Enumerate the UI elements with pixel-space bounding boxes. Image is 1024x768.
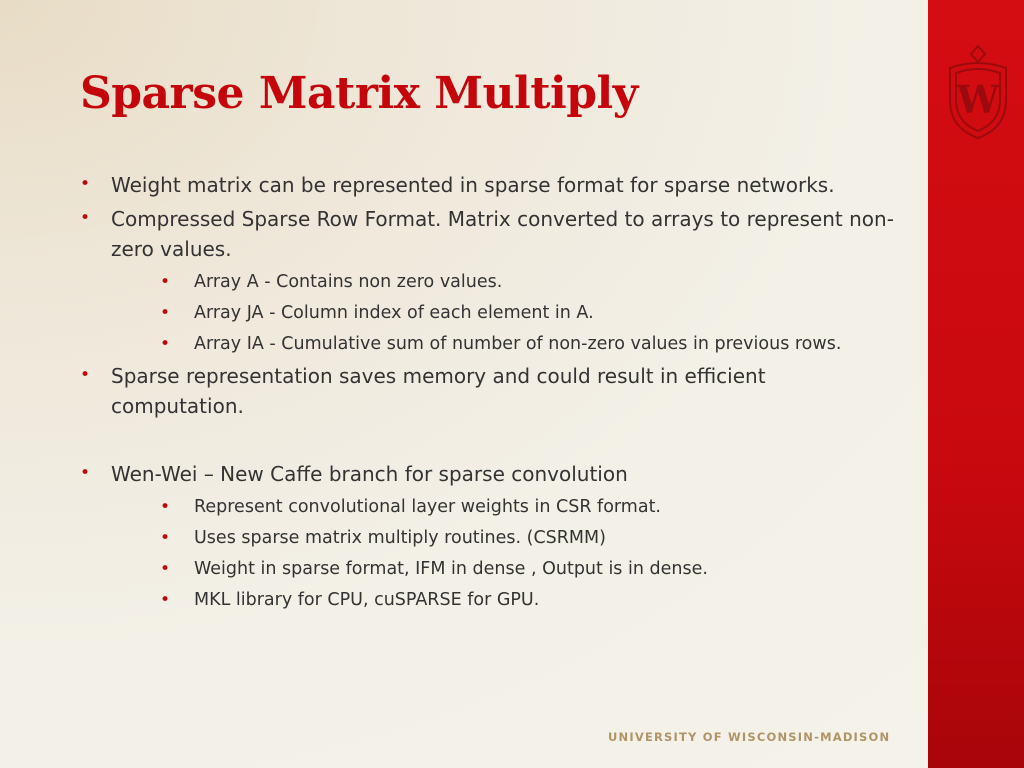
bullet-dot-icon: •	[160, 334, 171, 354]
sub-bullet-item	[80, 556, 900, 582]
bullet-dot-icon: •	[80, 174, 91, 194]
uw-crest-icon	[944, 40, 1012, 144]
bullet-dot-icon: •	[80, 463, 91, 483]
bullet-dot-icon: •	[160, 497, 171, 517]
sub-bullet-item	[80, 494, 900, 520]
bullet-dot-icon: •	[160, 590, 171, 610]
bullet-text: Wen-Wei – New Caffe branch for sparse convolution	[111, 462, 628, 486]
sub-bullet-item	[80, 331, 900, 357]
bullet-dot-icon: •	[160, 303, 171, 323]
bullet-text: Array A - Contains non zero values.	[194, 272, 503, 292]
bullet-text: Compressed Sparse Row Format. Matrix converted to arrays to represent non-zero values.	[111, 207, 894, 261]
sub-bullet-item	[80, 525, 900, 551]
bullet-text: Weight matrix can be represented in sparse format for sparse networks.	[111, 173, 835, 197]
bullet-dot-icon: •	[80, 208, 91, 228]
bullet-text: MKL library for CPU, cuSPARSE for GPU.	[194, 590, 540, 610]
slide-title: Sparse Matrix Multiply	[80, 68, 638, 119]
sub-bullet-item	[80, 300, 900, 326]
bullet-text: Represent convolutional layer weights in CSR format.	[194, 497, 661, 517]
sub-bullet-item	[80, 587, 900, 613]
bullet-item	[80, 361, 900, 421]
bullet-text: Array IA - Cumulative sum of number of non-zero values in previous rows.	[194, 334, 842, 354]
bullet-item	[80, 459, 900, 489]
bullet-text: Array JA - Column index of each element in A.	[194, 303, 594, 323]
crest-letter: W	[956, 77, 1000, 122]
bullet-dot-icon: •	[160, 559, 171, 579]
bullet-item	[80, 170, 900, 200]
bullet-text: Weight in sparse format, IFM in dense , Output is in dense.	[194, 559, 708, 579]
bullet-text: Uses sparse matrix multiply routines. (CSRMM)	[194, 528, 606, 548]
bullet-list	[80, 168, 900, 613]
sub-bullet-item	[80, 269, 900, 295]
bullet-dot-icon: •	[80, 365, 91, 385]
bullet-item	[80, 204, 900, 264]
bullet-dot-icon: •	[160, 272, 171, 292]
footer-wordmark: UNIVERSITY OF WISCONSIN-MADISON	[608, 730, 891, 744]
bullet-text: Sparse representation saves memory and could result in efficient computation.	[111, 364, 766, 418]
bullet-dot-icon: •	[160, 528, 171, 548]
